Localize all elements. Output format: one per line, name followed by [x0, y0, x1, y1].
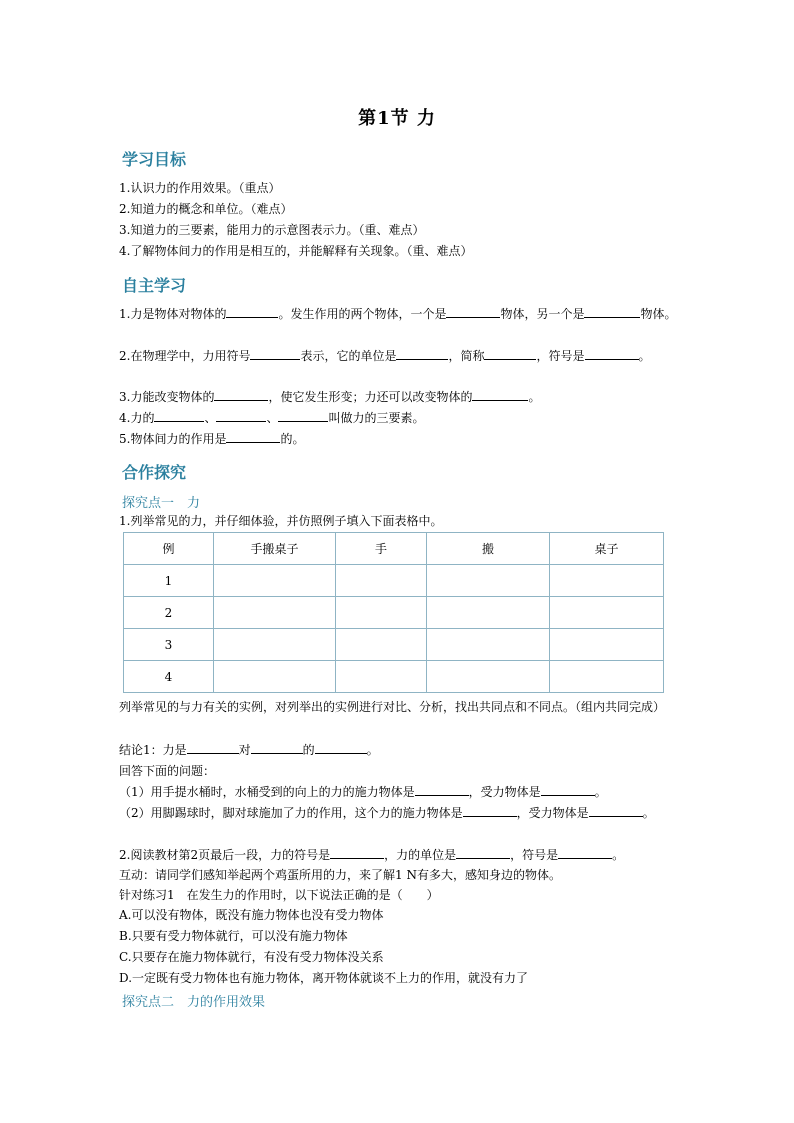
option-c[interactable]: C.只要存在施力物体就行，有没有受力物体没关系 — [119, 950, 384, 964]
exercise-1: 针对练习1 在发生力的作用时，以下说法正确的是（ ） — [119, 888, 439, 902]
table-header: 桌子 — [550, 533, 664, 565]
table-cell[interactable] — [550, 597, 664, 629]
page-title: 第1节 力 — [358, 108, 436, 129]
row-number: 3 — [124, 629, 214, 661]
question-5: 5.物体间力的作用是 的。 — [119, 432, 305, 446]
table-cell[interactable] — [427, 629, 550, 661]
table-row — [124, 661, 664, 693]
force-table — [123, 532, 664, 693]
goal-item: 1.认识力的作用效果。（重点） — [119, 181, 281, 195]
table-row — [124, 629, 664, 661]
table-header: 手 — [336, 533, 427, 565]
answer-blank[interactable] — [585, 348, 639, 360]
answer-blank[interactable] — [250, 348, 300, 360]
answer-blank[interactable] — [589, 805, 643, 817]
table-cell[interactable] — [214, 661, 336, 693]
answer-blank[interactable] — [330, 847, 384, 859]
table-header: 搬 — [427, 533, 550, 565]
answer-blank[interactable] — [251, 742, 303, 754]
table-intro: 1.列举常见的力，并仔细体验，并仿照例子填入下面表格中。 — [119, 514, 443, 528]
table-row — [124, 565, 664, 597]
table-cell[interactable] — [550, 629, 664, 661]
answer-blank[interactable] — [463, 805, 517, 817]
question-4: 4.力的 、 、 叫做力的三要素。 — [119, 411, 425, 425]
table-cell[interactable] — [336, 661, 427, 693]
section-heading-self-study: 自主学习 — [122, 276, 187, 295]
question-3: 3.力能改变物体的 ，使它发生形变；力还可以改变物体的 。 — [119, 390, 541, 404]
option-a[interactable]: A.可以没有物体，既没有施力物体也没有受力物体 — [119, 908, 384, 922]
goal-item: 4.了解物体间力的作用是相互的，并能解释有关现象。（重、难点） — [119, 244, 473, 258]
answer-blank[interactable] — [278, 410, 328, 422]
answer-blank[interactable] — [154, 410, 204, 422]
section-heading-goals: 学习目标 — [122, 150, 187, 169]
answer-blank[interactable] — [214, 389, 268, 401]
section-heading-coop: 合作探究 — [122, 463, 187, 482]
answer-blank[interactable] — [216, 410, 266, 422]
answer-blank[interactable] — [396, 348, 448, 360]
table-cell[interactable] — [214, 629, 336, 661]
answer-blank[interactable] — [226, 306, 278, 318]
answer-prompt: 回答下面的问题： — [119, 764, 216, 778]
table-cell[interactable] — [336, 629, 427, 661]
option-b[interactable]: B.只要有受力物体就行，可以没有施力物体 — [119, 929, 348, 943]
answer-blank[interactable] — [558, 847, 612, 859]
table-cell[interactable] — [427, 661, 550, 693]
interaction-note: 互动：请同学们感知举起两个鸡蛋所用的力，来了解1 N有多大，感知身边的物体。 — [119, 868, 561, 882]
answer-blank[interactable] — [187, 742, 239, 754]
analysis-paragraph: 列举常见的与力有关的实例，对列举出的实例进行对比、分析，找出共同点和不同点。（组内共同完成） — [119, 700, 666, 714]
question-2: 2.在物理学中，力用符号 表示，它的单位是 ，简称 ，符号是 。 — [119, 349, 651, 363]
table-header-row — [124, 533, 664, 565]
answer-blank[interactable] — [472, 389, 528, 401]
row-number: 4 — [124, 661, 214, 693]
answer-blank[interactable] — [584, 306, 640, 318]
answer-question-1: （1）用手提水桶时，水桶受到的向上的力的施力物体是 ，受力物体是 。 — [119, 785, 607, 799]
table-cell[interactable] — [427, 565, 550, 597]
answer-blank[interactable] — [226, 431, 280, 443]
answer-blank[interactable] — [541, 784, 595, 796]
table-row — [124, 597, 664, 629]
answer-question-2: （2）用脚踢球时，脚对球施加了力的作用，这个力的施力物体是 ，受力物体是 。 — [119, 806, 655, 820]
question-1: 1.力是物体对物体的 。发生作用的两个物体，一个是 物体，另一个是 物体。 — [119, 307, 677, 321]
table-header: 例 — [124, 533, 214, 565]
table-cell[interactable] — [427, 597, 550, 629]
answer-blank[interactable] — [415, 784, 469, 796]
reading-question: 2.阅读教材第2页最后一段，力的符号是 ，力的单位是 ，符号是 。 — [119, 848, 625, 862]
table-header: 手搬桌子 — [214, 533, 336, 565]
table-cell[interactable] — [550, 661, 664, 693]
table-cell[interactable] — [214, 565, 336, 597]
answer-blank[interactable] — [315, 742, 367, 754]
table-cell[interactable] — [214, 597, 336, 629]
row-number: 2 — [124, 597, 214, 629]
table-cell[interactable] — [336, 565, 427, 597]
option-d[interactable]: D.一定既有受力物体也有施力物体，离开物体就谈不上力的作用，就没有力了 — [119, 971, 529, 985]
subsection-point-1: 探究点一 力 — [122, 496, 201, 511]
table-cell[interactable] — [336, 597, 427, 629]
subsection-point-2: 探究点二 力的作用效果 — [122, 995, 266, 1010]
answer-blank[interactable] — [446, 306, 500, 318]
table-cell[interactable] — [550, 565, 664, 597]
row-number: 1 — [124, 565, 214, 597]
answer-blank[interactable] — [484, 348, 536, 360]
conclusion-1: 结论1：力是 对 的 。 — [119, 743, 379, 757]
goal-item: 3.知道力的三要素，能用力的示意图表示力。（重、难点） — [119, 223, 425, 237]
answer-blank[interactable] — [456, 847, 510, 859]
goal-item: 2.知道力的概念和单位。（难点） — [119, 202, 293, 216]
